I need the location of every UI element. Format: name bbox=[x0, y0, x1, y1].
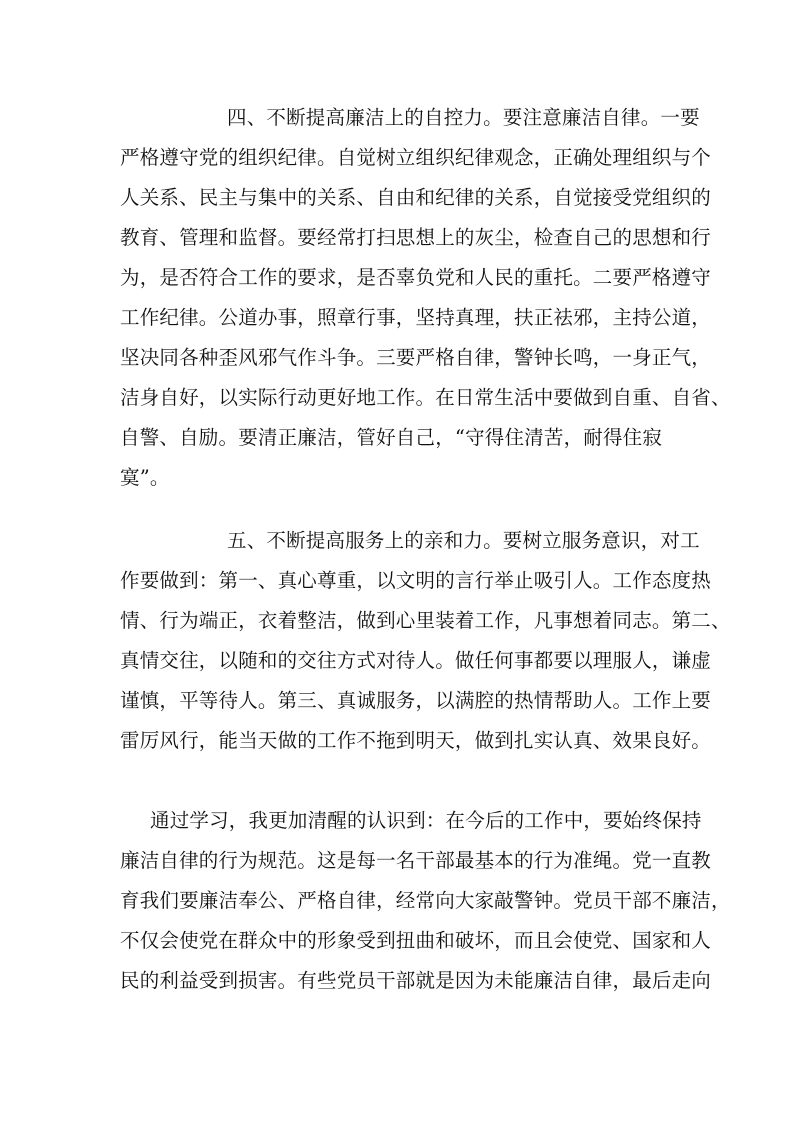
paragraph-line: 坚决同各种歪风邪气作斗争。三要严格自律，警钟长鸣，一身正气， bbox=[120, 346, 712, 369]
paragraph-line: 通过学习，我更加清醒的认识到：在今后的工作中，要始终保持 bbox=[150, 809, 702, 832]
paragraph-line: 洁身自好，以实际行动更好地工作。在日常生活中要做到自重、自省、 bbox=[120, 386, 731, 409]
paragraph-line: 教育、管理和监督。要经常打扫思想上的灰尘，检查自己的思想和行 bbox=[120, 226, 712, 249]
paragraph-line: 情、行为端正，衣着整洁，做到心里装着工作，凡事想着同志。第二、 bbox=[120, 609, 731, 632]
paragraph-line: 自警、自励。要清正廉洁，管好自己，“守得住清苦，耐得住寂 bbox=[120, 426, 663, 449]
paragraph-line: 寞”。 bbox=[120, 466, 170, 489]
paragraph-line: 民的利益受到损害。有些党员干部就是因为未能廉洁自律，最后走向 bbox=[120, 969, 712, 992]
paragraph-line: 为，是否符合工作的要求，是否辜负党和人民的重托。二要严格遵守 bbox=[120, 266, 712, 289]
paragraph-line: 工作纪律。公道办事，照章行事，坚持真理，扶正祛邪，主持公道， bbox=[120, 306, 712, 329]
paragraph-line: 作要做到：第一、真心尊重，以文明的言行举止吸引人。工作态度热 bbox=[120, 569, 712, 592]
paragraph-line: 廉洁自律的行为规范。这是每一名干部最基本的行为准绳。党一直教 bbox=[120, 849, 712, 872]
paragraph-line: 不仅会使党在群众中的形象受到扭曲和破坏，而且会使党、国家和人 bbox=[120, 929, 712, 952]
paragraph-line: 真情交往，以随和的交往方式对待人。做任何事都要以理服人，谦虚 bbox=[120, 649, 712, 672]
paragraph-line: 育我们要廉洁奉公、严格自律，经常向大家敲警钟。党员干部不廉洁， bbox=[120, 889, 731, 912]
paragraph-line: 谨慎，平等待人。第三、真诚服务，以满腔的热情帮助人。工作上要 bbox=[120, 689, 712, 712]
paragraph-line: 四、不断提高廉洁上的自控力。要注意廉洁自律。一要 bbox=[227, 106, 700, 129]
paragraph-line: 五、不断提高服务上的亲和力。要树立服务意识，对工 bbox=[227, 529, 700, 552]
paragraph-line: 雷厉风行，能当天做的工作不拖到明天，做到扎实认真、效果良好。 bbox=[120, 729, 712, 752]
paragraph-line: 严格遵守党的组织纪律。自觉树立组织纪律观念，正确处理组织与个 bbox=[120, 146, 712, 169]
paragraph-line: 人关系、民主与集中的关系、自由和纪律的关系，自觉接受党组织的 bbox=[120, 186, 712, 209]
